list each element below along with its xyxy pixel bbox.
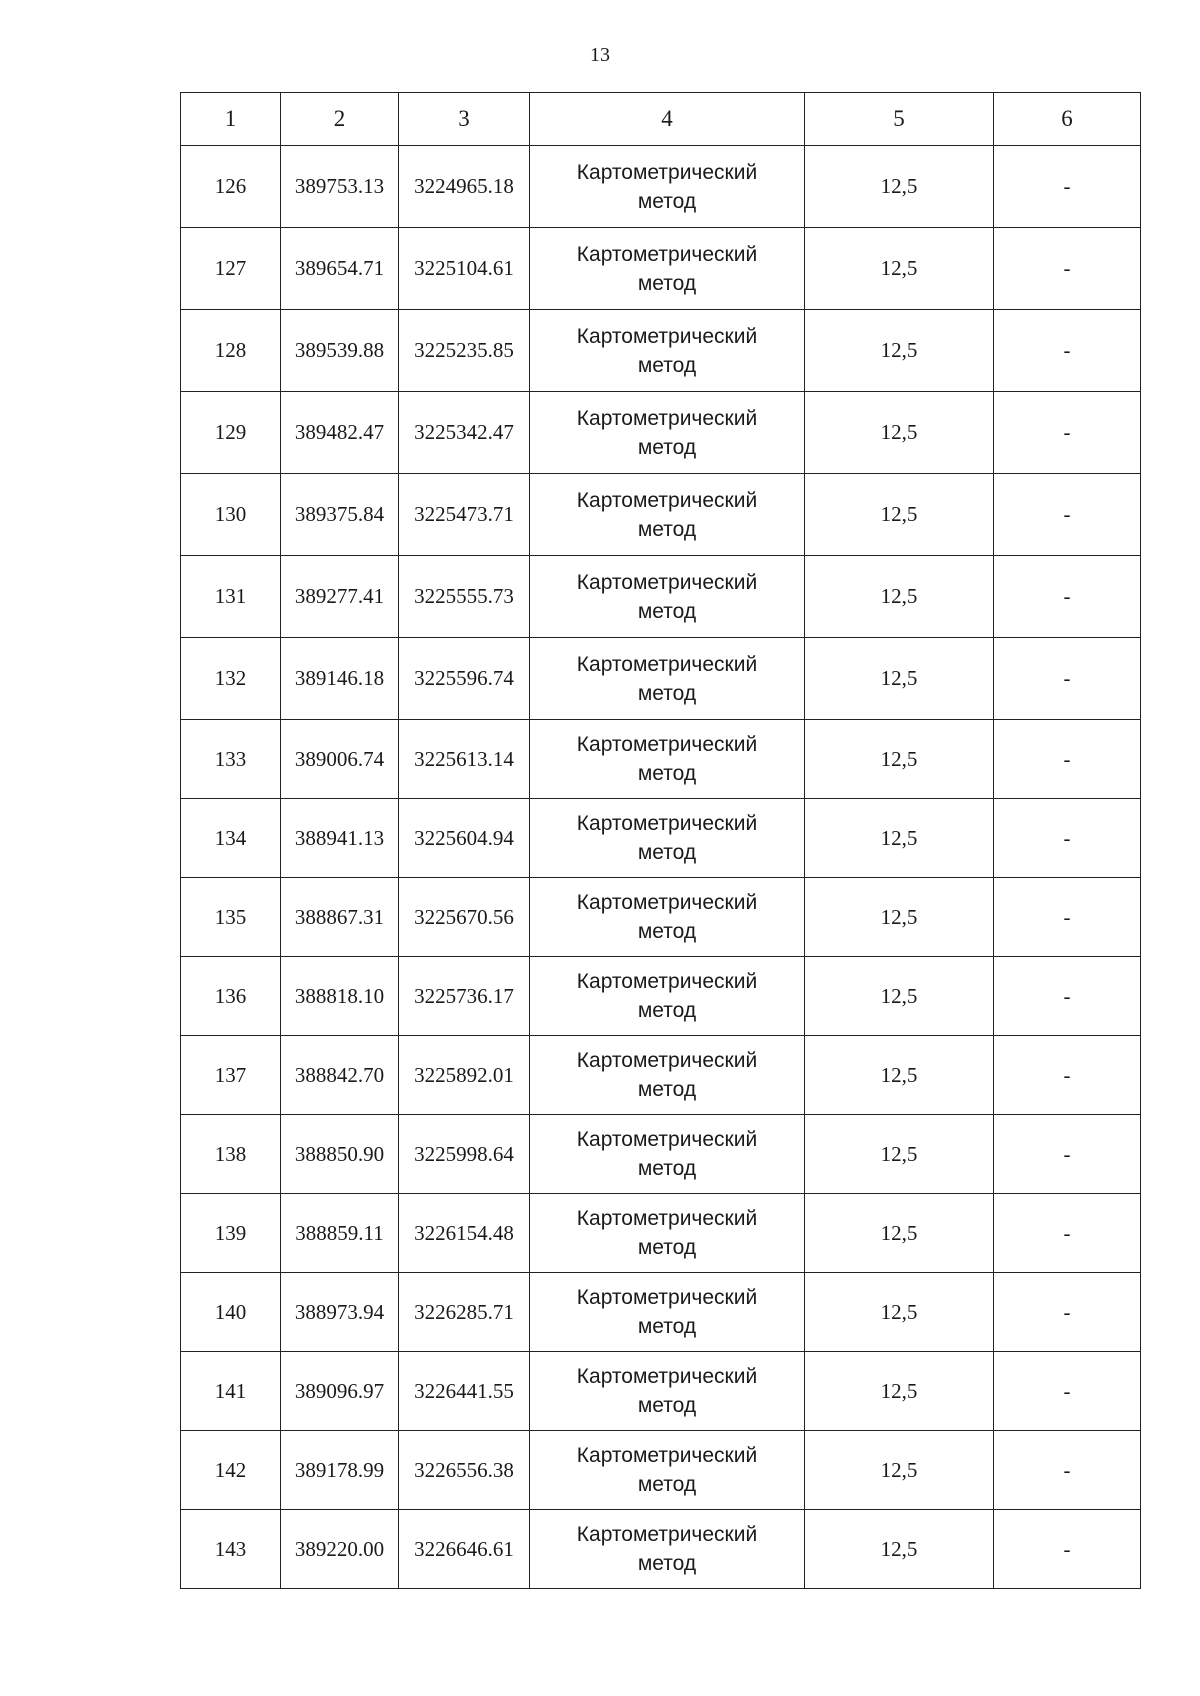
note-cell: - [994,1510,1141,1589]
method-line-2: метод [637,1157,697,1180]
method-line-1: Картометрический [576,1444,758,1467]
x-coordinate-cell: 388867.31 [281,878,399,957]
y-coordinate-cell: 3226556.38 [399,1431,530,1510]
method-cell [530,799,805,878]
header-cell-4: 4 [530,93,805,146]
table-row [181,1273,1141,1352]
x-coordinate-cell: 389178.99 [281,1431,399,1510]
method-cell [530,638,805,720]
point-number-cell: 135 [181,878,281,957]
point-number-cell: 130 [181,474,281,556]
x-coordinate-cell: 388941.13 [281,799,399,878]
method-cell [530,228,805,310]
method-line-1: Картометрический [576,1365,758,1388]
note-cell: - [994,310,1141,392]
table-row [181,799,1141,878]
x-coordinate-cell: 389146.18 [281,638,399,720]
y-coordinate-cell: 3225235.85 [399,310,530,392]
x-coordinate-cell: 389220.00 [281,1510,399,1589]
method-cell [530,1510,805,1589]
accuracy-cell: 12,5 [805,799,994,878]
x-coordinate-cell: 389482.47 [281,392,399,474]
x-coordinate-cell: 388850.90 [281,1115,399,1194]
y-coordinate-cell: 3225998.64 [399,1115,530,1194]
table-row [181,474,1141,556]
x-coordinate-cell: 388818.10 [281,957,399,1036]
table-row [181,1115,1141,1194]
method-line-2: метод [637,1078,697,1101]
method-line-1: Картометрический [576,652,758,676]
note-cell: - [994,957,1141,1036]
method-cell [530,720,805,799]
method-line-1: Картометрический [576,160,758,184]
point-number-cell: 142 [181,1431,281,1510]
method-line-1: Картометрический [576,733,758,756]
y-coordinate-cell: 3225670.56 [399,878,530,957]
accuracy-cell: 12,5 [805,146,994,228]
method-cell [530,1352,805,1431]
method-line-2: метод [637,920,697,943]
y-coordinate-cell: 3224965.18 [399,146,530,228]
x-coordinate-cell: 389654.71 [281,228,399,310]
method-line-2: метод [637,271,697,295]
x-coordinate-cell: 389006.74 [281,720,399,799]
method-line-1: Картометрический [576,891,758,914]
x-coordinate-cell: 389375.84 [281,474,399,556]
table-row [181,638,1141,720]
point-number-cell: 134 [181,799,281,878]
accuracy-cell: 12,5 [805,878,994,957]
header-cell-6: 6 [994,93,1141,146]
method-line-1: Картометрический [576,1049,758,1072]
y-coordinate-cell: 3225604.94 [399,799,530,878]
method-line-2: метод [637,681,697,705]
note-cell: - [994,556,1141,638]
y-coordinate-cell: 3225342.47 [399,392,530,474]
note-cell: - [994,228,1141,310]
point-number-cell: 136 [181,957,281,1036]
point-number-cell: 132 [181,638,281,720]
accuracy-cell: 12,5 [805,1510,994,1589]
accuracy-cell: 12,5 [805,1431,994,1510]
method-line-1: Картометрический [576,812,758,835]
table-row [181,1510,1141,1589]
table-row [181,878,1141,957]
method-cell [530,146,805,228]
method-cell [530,1115,805,1194]
x-coordinate-cell: 389096.97 [281,1352,399,1431]
note-cell: - [994,1431,1141,1510]
note-cell: - [994,878,1141,957]
method-line-2: метод [637,841,697,864]
method-line-1: Картометрический [576,1286,758,1309]
point-number-cell: 140 [181,1273,281,1352]
point-number-cell: 137 [181,1036,281,1115]
point-number-cell: 129 [181,392,281,474]
note-cell: - [994,1352,1141,1431]
method-line-2: метод [637,1394,697,1417]
note-cell: - [994,1273,1141,1352]
table-row [181,556,1141,638]
method-line-2: метод [637,1315,697,1338]
y-coordinate-cell: 3226285.71 [399,1273,530,1352]
table-row [181,310,1141,392]
method-cell [530,310,805,392]
y-coordinate-cell: 3225104.61 [399,228,530,310]
note-cell: - [994,392,1141,474]
page-number: 13 [590,44,610,66]
method-line-2: метод [637,1552,697,1575]
accuracy-cell: 12,5 [805,392,994,474]
point-number-cell: 133 [181,720,281,799]
accuracy-cell: 12,5 [805,1352,994,1431]
note-cell: - [994,146,1141,228]
x-coordinate-cell: 389277.41 [281,556,399,638]
x-coordinate-cell: 388859.11 [281,1194,399,1273]
method-cell [530,474,805,556]
header-cell-5: 5 [805,93,994,146]
y-coordinate-cell: 3225613.14 [399,720,530,799]
x-coordinate-cell: 388842.70 [281,1036,399,1115]
accuracy-cell: 12,5 [805,638,994,720]
method-line-2: метод [637,762,697,785]
note-cell: - [994,720,1141,799]
method-line-1: Картометрический [576,1207,758,1230]
method-line-1: Картометрический [576,324,758,348]
method-cell [530,392,805,474]
table-row [181,392,1141,474]
method-line-2: метод [637,353,697,377]
method-line-2: метод [637,1236,697,1259]
point-number-cell: 143 [181,1510,281,1589]
method-line-1: Картометрический [576,488,758,512]
accuracy-cell: 12,5 [805,1115,994,1194]
x-coordinate-cell: 388973.94 [281,1273,399,1352]
method-line-1: Картометрический [576,406,758,430]
note-cell: - [994,1194,1141,1273]
y-coordinate-cell: 3225736.17 [399,957,530,1036]
y-coordinate-cell: 3225596.74 [399,638,530,720]
accuracy-cell: 12,5 [805,310,994,392]
table-header-row [181,93,1141,146]
y-coordinate-cell: 3225473.71 [399,474,530,556]
accuracy-cell: 12,5 [805,228,994,310]
point-number-cell: 127 [181,228,281,310]
method-line-2: метод [637,517,697,541]
table-row [181,720,1141,799]
method-cell [530,1431,805,1510]
note-cell: - [994,799,1141,878]
method-cell [530,957,805,1036]
y-coordinate-cell: 3225555.73 [399,556,530,638]
header-cell-2: 2 [281,93,399,146]
table-row [181,1194,1141,1273]
y-coordinate-cell: 3226154.48 [399,1194,530,1273]
note-cell: - [994,1036,1141,1115]
method-cell [530,1273,805,1352]
x-coordinate-cell: 389539.88 [281,310,399,392]
header-cell-3: 3 [399,93,530,146]
table-body [181,146,1141,1589]
note-cell: - [994,1115,1141,1194]
point-number-cell: 141 [181,1352,281,1431]
accuracy-cell: 12,5 [805,720,994,799]
accuracy-cell: 12,5 [805,1273,994,1352]
point-number-cell: 126 [181,146,281,228]
method-line-1: Картометрический [576,570,758,594]
method-cell [530,1194,805,1273]
accuracy-cell: 12,5 [805,1036,994,1115]
coordinates-table [180,92,1141,1589]
method-line-1: Картометрический [576,970,758,993]
method-line-2: метод [637,189,697,213]
method-line-2: метод [637,435,697,459]
method-cell [530,556,805,638]
method-line-1: Картометрический [576,1523,758,1546]
table-row [181,228,1141,310]
point-number-cell: 131 [181,556,281,638]
note-cell: - [994,638,1141,720]
x-coordinate-cell: 389753.13 [281,146,399,228]
point-number-cell: 128 [181,310,281,392]
accuracy-cell: 12,5 [805,556,994,638]
method-line-2: метод [637,999,697,1022]
y-coordinate-cell: 3226441.55 [399,1352,530,1431]
method-line-1: Картометрический [576,1128,758,1151]
accuracy-cell: 12,5 [805,957,994,1036]
method-line-2: метод [637,599,697,623]
y-coordinate-cell: 3226646.61 [399,1510,530,1589]
table-row [181,146,1141,228]
table-row [181,1431,1141,1510]
accuracy-cell: 12,5 [805,1194,994,1273]
table-row [181,1036,1141,1115]
point-number-cell: 138 [181,1115,281,1194]
method-line-1: Картометрический [576,242,758,266]
table-row [181,1352,1141,1431]
method-cell [530,1036,805,1115]
note-cell: - [994,474,1141,556]
y-coordinate-cell: 3225892.01 [399,1036,530,1115]
point-number-cell: 139 [181,1194,281,1273]
header-cell-1: 1 [181,93,281,146]
method-cell [530,878,805,957]
method-line-2: метод [637,1473,697,1496]
table-row [181,957,1141,1036]
accuracy-cell: 12,5 [805,474,994,556]
